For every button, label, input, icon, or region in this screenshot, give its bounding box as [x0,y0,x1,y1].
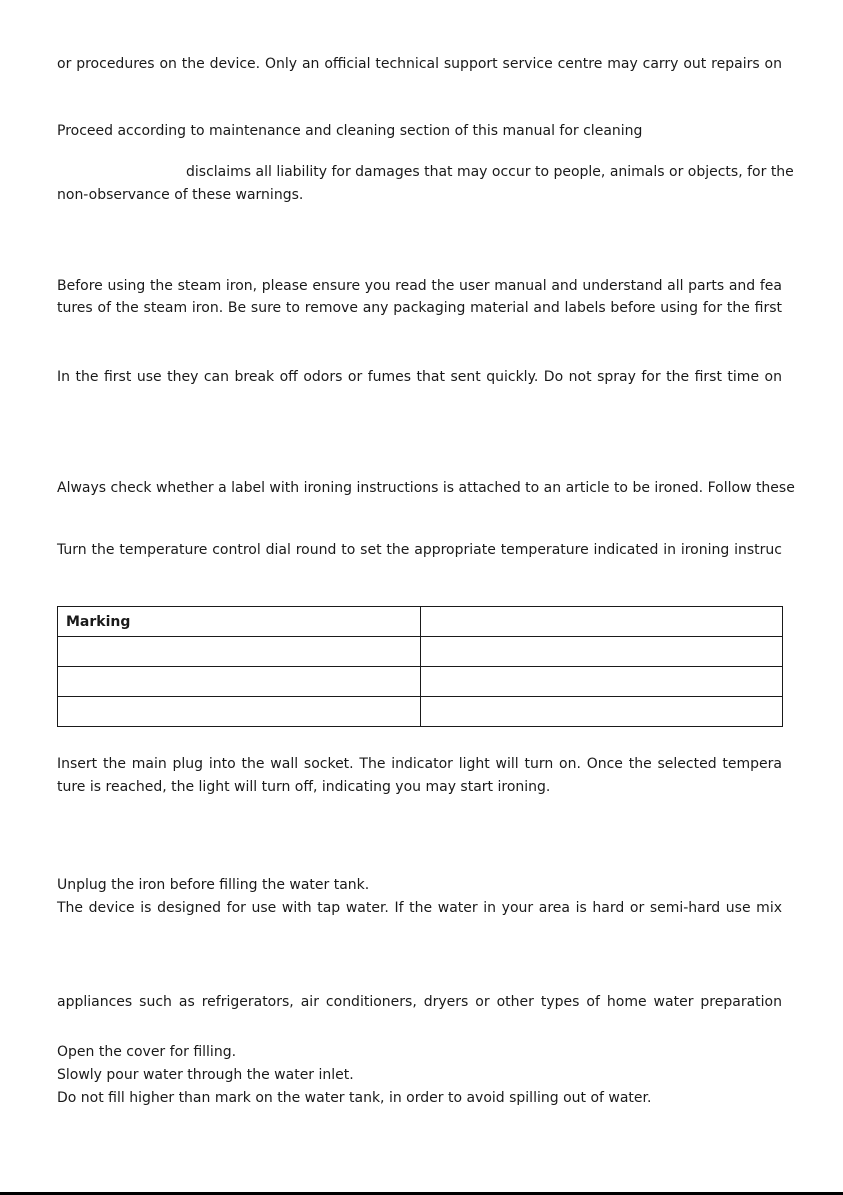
paragraph-line: Proceed according to maintenance and cleaning section of this manual for cleaning [57,123,643,139]
paragraph-line: appliances such as refrigerators, air conditioners, dryers or other types of home water preparation [57,994,782,1010]
table-row [58,697,783,727]
paragraph-line: Slowly pour water through the water inlet. [57,1067,354,1083]
table-cell [420,637,783,667]
paragraph-line: or procedures on the device. Only an official technical support service centre may carry out repairs on [57,56,782,72]
paragraph-line: Before using the steam iron, please ensure you read the user manual and understand all parts and fea [57,278,782,294]
table-cell [58,667,421,697]
table-cell [420,697,783,727]
table-row [58,637,783,667]
paragraph-line: Open the cover for filling. [57,1044,237,1060]
paragraph-line: Insert the main plug into the wall socket. The indicator light will turn on. Once the selected tempera [57,756,782,772]
table-header-cell: Marking [58,607,421,637]
paragraph-line: Do not fill higher than mark on the water tank, in order to avoid spilling out of water. [57,1090,652,1106]
paragraph-line: Turn the temperature control dial round to set the appropriate temperature indicated in ironing instruc [57,542,782,558]
table-cell [58,637,421,667]
paragraph-line: Always check whether a label with ironing instructions is attached to an article to be ironed. Follow these [57,480,795,496]
table-header-cell [420,607,783,637]
paragraph-line: tures of the steam iron. Be sure to remove any packaging material and labels before using for the first [57,300,782,316]
paragraph-line: The device is designed for use with tap water. If the water in your area is hard or semi-hard use mix [57,900,782,916]
table-header-row [58,607,783,637]
paragraph-line: non-observance of these warnings. [57,187,304,203]
paragraph-line: Unplug the iron before filling the water tank. [57,877,370,893]
table-row [58,667,783,697]
paragraph-line: In the first use they can break off odors or fumes that sent quickly. Do not spray for the first time on [57,369,782,385]
paragraph-line: disclaims all liability for damages that may occur to people, animals or objects, for the [186,164,794,180]
paragraph-line: ture is reached, the light will turn off, indicating you may start ironing. [57,779,551,795]
table-cell [58,697,421,727]
table-cell [420,667,783,697]
marking-table [57,606,783,727]
